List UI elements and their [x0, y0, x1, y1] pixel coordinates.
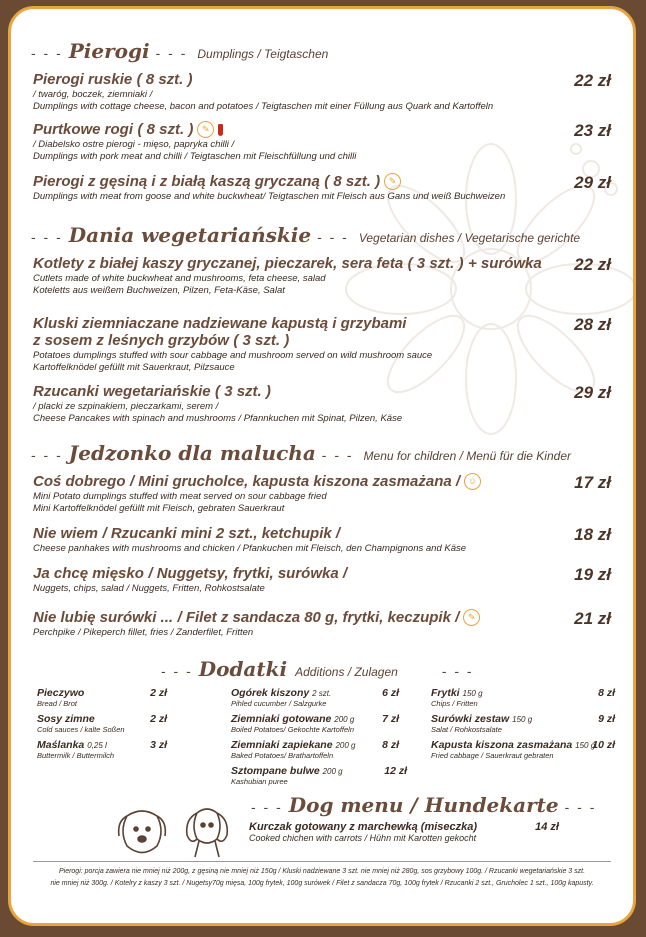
addon-price: 3 zł: [150, 739, 167, 751]
dogs-illustration: [107, 801, 237, 861]
addon-item: [231, 739, 399, 760]
addon-item: [231, 687, 399, 708]
section-title: Jedzonko dla malucha: [68, 441, 316, 465]
addon-item: [37, 739, 167, 760]
item-qty: / Filet z sandacza 80 g, frytki, keczupik /: [177, 609, 460, 626]
addon-item: [37, 713, 167, 734]
dash: - - -: [161, 663, 193, 679]
section-header-addons: [161, 657, 613, 681]
item-name: Coś dobrego: [33, 473, 126, 490]
item-price: 23 zł: [574, 121, 611, 140]
dog-item-name: Kurczak gotowany z marchewką (miseczka): [249, 821, 478, 833]
kids-badge-icon: ☺: [464, 473, 481, 490]
addon-name: Kapusta kiszona zasmażana: [431, 739, 573, 751]
section-header-kids: [31, 441, 613, 465]
section-subtitle: Vegetarian dishes / Vegetarische gerichte: [358, 231, 581, 245]
footer-line: Pierogi: porcja zawiera nie mniej niż 200g, z gęsiną nie mniej niż 150g / Kluski nadziewane 3 szt. nie mniej niż 280g, sos grzybowy 100g. / Rzucanki wegetariańskie 3 szt.: [58, 868, 586, 875]
footer-line: nie mniej niż 300g. / Kotelry z kaszy 3 szt. / Nugetsy70g mięsa, 100g frytek, 100g surówek / Filet z sandacza 70g, 100g frytek / Rzucanki 2 szt., Grucholec 1 szt., 100g kapusty.: [50, 880, 594, 887]
section-header-vegetarian: [31, 223, 613, 247]
addon-sub: Boiled Potatoes/ Gekochte Kartoffeln: [231, 725, 354, 734]
section-title: Dania wegetariańskie: [68, 223, 312, 247]
item-qty: ( 3 szt. ): [407, 255, 464, 272]
addon-item: [431, 687, 615, 708]
item-desc: Nuggets, chips, salad / Nuggets, Fritten, Rohkostsalate: [33, 583, 265, 594]
item-name: Purtkowe rogi: [33, 121, 134, 138]
section-title: Dodatki: [198, 657, 288, 681]
item-desc: Koteletts aus weißem Buchweizen, Pilzen, Feta-Käse, Salat: [33, 285, 285, 296]
menu-item: [33, 71, 611, 113]
item-qty: ( 3 szt. ): [215, 383, 271, 400]
item-price: 21 zł: [574, 609, 611, 628]
item-price: 22 zł: [574, 255, 611, 274]
addon-sub: Chips / Fritten: [431, 699, 478, 708]
dog-item-price: 14 zł: [535, 821, 559, 833]
item-price: 29 zł: [574, 173, 611, 192]
dash: - - -: [31, 45, 63, 61]
item-qty: ( 8 szt. ): [137, 121, 194, 138]
dash: - - -: [155, 45, 188, 61]
item-extra: + surówka: [467, 255, 542, 272]
addon-qty: 200 g: [322, 767, 343, 776]
item-name: Ja chcę mięsko: [33, 565, 144, 582]
item-desc: Dumplings with pork meat and chilli / Teigtaschen mit Fleischfüllung und chilli: [33, 151, 357, 162]
item-desc: Potatoes dumplings stuffed with sour cabbage and mushroom served on wild mushroom sauce: [33, 350, 433, 361]
addon-price: 8 zł: [382, 739, 399, 751]
item-name: Kluski ziemniaczane nadziewane kapustą i grzybami: [33, 315, 407, 332]
addon-sub: Cold sauces / kalte Soßen: [37, 725, 125, 734]
addon-price: 12 zł: [384, 765, 407, 777]
item-price: 18 zł: [574, 525, 611, 544]
dog-item: [249, 821, 559, 843]
addon-qty: 2 szt.: [312, 689, 332, 698]
dash: - - -: [317, 229, 349, 245]
addon-price: 2 zł: [150, 713, 167, 725]
addon-name: Maślanka: [37, 739, 85, 751]
addon-item: [431, 739, 615, 760]
dog-item-sub: Cooked chichen with carrots / Hühn mit Karotten gekocht: [249, 833, 477, 843]
dash: - - -: [251, 799, 283, 815]
addon-qty: 150 g: [575, 741, 596, 750]
addon-price: 6 zł: [382, 687, 399, 699]
addon-qty: 200 g: [335, 741, 356, 750]
menu-item: [33, 609, 611, 639]
addon-name: Sztompane bulwe: [231, 765, 320, 777]
item-desc: Dumplings with meat from goose and white buckwheat/ Teigtaschen mit Fleisch aus Gans und weiß Buchweizen: [33, 191, 506, 202]
item-name-line2: z sosem z leśnych grzybów: [33, 332, 229, 349]
addon-name: Frytki: [431, 687, 460, 699]
addon-item: [231, 765, 407, 786]
item-name: Nie lubię surówki ...: [33, 609, 174, 626]
menu-item: [33, 473, 611, 515]
addon-name: Ziemniaki gotowane: [231, 713, 332, 725]
item-desc: Perchpike / Pikeperch fillet, fries / Zanderfilet, Fritten: [33, 627, 254, 638]
item-name: Pierogi ruskie: [33, 71, 133, 88]
section-subtitle: Menu for children / Menü für die Kinder: [363, 449, 571, 463]
menu-item: [33, 121, 611, 163]
item-desc: Kartoffelknödel gefüllt mit Sauerkraut, Pilzsauce: [33, 362, 235, 373]
chili-icon: [218, 124, 223, 136]
addon-price: 10 zł: [592, 739, 615, 751]
addon-qty: 200 g: [334, 715, 355, 724]
dash: - - -: [31, 229, 63, 245]
item-desc: Cutlets made of white buckwheat and mushrooms, feta cheese, salad: [33, 273, 326, 284]
item-desc: / placki ze szpinakiem, pieczarkami, serem /: [33, 401, 219, 412]
addon-name: Surówki zestaw: [431, 713, 510, 725]
menu-item: [33, 315, 611, 374]
item-price: 19 zł: [574, 565, 611, 584]
item-qty: ( 8 szt. ): [136, 71, 193, 88]
item-price: 17 zł: [574, 473, 611, 492]
addon-price: 9 zł: [598, 713, 615, 725]
item-qty: ( 8 szt. ): [324, 173, 381, 190]
section-title: Pierogi: [68, 39, 150, 63]
addon-name: Ogórek kiszony: [231, 687, 310, 699]
addon-sub: Salat / Rohkostsalate: [431, 725, 502, 734]
spicy-badge-icon: ✎: [197, 121, 214, 138]
menu-item: [33, 255, 611, 297]
menu-page: [8, 6, 636, 926]
addon-qty: 0,25 l: [87, 741, 107, 750]
menu-item: [33, 525, 611, 555]
addon-item: [37, 687, 167, 708]
addon-qty: 150 g: [462, 689, 483, 698]
item-name: Pierogi z gęsiną i z białą kaszą gryczaną: [33, 173, 320, 190]
item-desc: Cheese Pancakes with spinach and mushrooms / Pfannkuchen mit Spinat, Pilzen, Käse: [33, 413, 403, 424]
addon-name: Pieczywo: [37, 687, 85, 699]
item-name: Rzucanki wegetariańskie: [33, 383, 211, 400]
addon-name: Ziemniaki zapiekane: [231, 739, 333, 751]
addon-price: 8 zł: [598, 687, 615, 699]
addon-item: [431, 713, 615, 734]
item-qty: / Nuggetsy, frytki, surówka /: [148, 565, 348, 582]
item-desc: / Diabelsko ostre pierogi - mięso, papryka chilli /: [33, 139, 235, 150]
addon-name: Sosy zimne: [37, 713, 95, 725]
addon-qty: 150 g: [512, 715, 533, 724]
addon-sub: Bread / Brot: [37, 699, 78, 708]
item-price: 22 zł: [574, 71, 611, 90]
addon-price: 7 zł: [382, 713, 399, 725]
item-qty: / Mini grucholce, kapusta kiszona zasmażana /: [129, 473, 461, 490]
section-subtitle: Dumplings / Teigtaschen: [197, 47, 329, 61]
item-name: Nie wiem: [33, 525, 99, 542]
dash: - - -: [321, 447, 354, 463]
addon-item: [231, 713, 399, 734]
addon-sub: Kashubian puree: [231, 777, 288, 786]
addon-sub: Baked Potatoes/ Brathartoffeln: [231, 751, 334, 760]
addon-price: 2 zł: [150, 687, 167, 699]
menu-item: [33, 383, 611, 425]
item-name: Kotlety z białej kaszy gryczanej, pieczarek, sera feta: [33, 255, 404, 272]
item-desc: Mini Kartoffelknödel gefüllt mit Fleisch, gebraten Sauerkraut: [33, 503, 285, 514]
section-header-pierogi: [31, 39, 613, 63]
item-price: 28 zł: [574, 315, 611, 334]
recommended-badge-icon: ✎: [463, 609, 480, 626]
addon-sub: Pihled cucumber / Salzgurke: [231, 699, 327, 708]
addon-sub: Fried cabbage / Sauerkraut gebraten: [431, 751, 554, 760]
item-desc: / twaróg, boczek, ziemniaki /: [33, 89, 153, 100]
dash: - - -: [564, 799, 597, 815]
item-qty: ( 3 szt. ): [233, 332, 290, 349]
section-title: Dog menu / Hundekarte: [288, 793, 559, 817]
section-subtitle: Additions / Zulagen: [295, 665, 398, 679]
item-desc: Dumplings with cottage cheese, bacon and potatoes / Teigtaschen mit einer Füllung aus Quark and Kartoffeln: [33, 101, 494, 112]
addon-sub: Buttermilk / Buttermilch: [37, 751, 115, 760]
item-qty: / Rzucanki mini 2 szt., ketchupik /: [102, 525, 341, 542]
item-desc: Cheese panhakes with mushrooms and chicken / Pfankuchen mit Fleisch, den Champignons and Käse: [33, 543, 467, 554]
dash: - - -: [31, 447, 63, 463]
menu-item: [33, 173, 611, 203]
menu-item: [33, 565, 611, 595]
recommended-badge-icon: ✎: [384, 173, 401, 190]
item-price: 29 zł: [574, 383, 611, 402]
footer-notes: [33, 861, 611, 890]
dash: - - -: [441, 663, 474, 679]
section-header-dog: [251, 793, 613, 817]
item-desc: Mini Potato dumplings stuffed with meat served on sour cabbage fried: [33, 491, 327, 502]
